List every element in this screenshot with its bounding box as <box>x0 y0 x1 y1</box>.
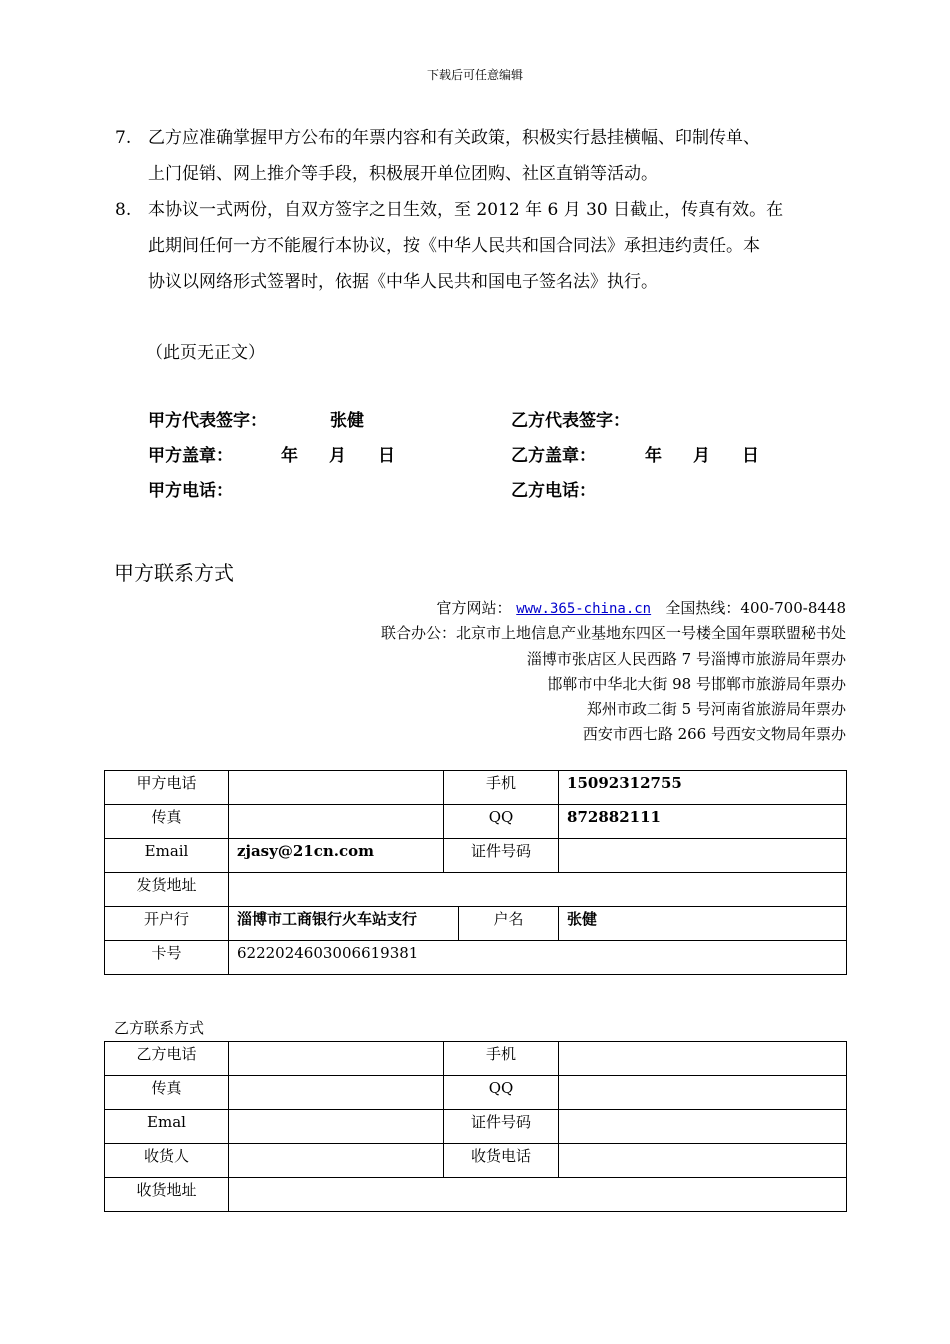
mobile-label: 手机 <box>444 771 559 805</box>
ship-address-value[interactable] <box>229 873 847 907</box>
id-label: 证件号码 <box>444 839 559 873</box>
table-row <box>105 1042 847 1076</box>
phone-label: 乙方电话 <box>105 1042 229 1076</box>
party-b-table <box>104 1041 847 1212</box>
receiver-label: 收货人 <box>105 1144 229 1178</box>
page-header: 下载后可任意编辑 <box>426 68 523 82</box>
qq-value[interactable] <box>559 1076 847 1110</box>
table-row <box>105 907 847 941</box>
office-line: 邯郸市中华北大街 98 号邯郸市旅游局年票办 <box>547 675 846 693</box>
a-rep-name: 张健 <box>330 411 364 431</box>
table-row <box>105 1076 847 1110</box>
contact-website-line <box>436 596 846 621</box>
b-phone-label: 乙方电话： <box>511 481 596 501</box>
mobile-value[interactable] <box>559 1042 847 1076</box>
office-line: 郑州市政二街 5 号河南省旅游局年票办 <box>586 700 846 718</box>
b-seal-month: 月 <box>693 446 710 466</box>
fax-value[interactable] <box>229 1076 444 1110</box>
table-row <box>105 873 847 907</box>
b-rep-label: 乙方代表签字： <box>511 411 630 431</box>
b-seal-label: 乙方盖章： <box>511 446 596 466</box>
a-phone-label: 甲方电话： <box>148 481 233 501</box>
card-label: 卡号 <box>105 941 229 975</box>
party-b-caption: 乙方联系方式 <box>114 1019 205 1037</box>
id-value[interactable] <box>559 839 847 873</box>
mobile-label: 手机 <box>444 1042 559 1076</box>
website-link[interactable]: www.365-china.cn <box>516 601 652 617</box>
fax-value[interactable] <box>229 805 444 839</box>
table-row <box>105 771 847 805</box>
table-row <box>105 1144 847 1178</box>
qq-label: QQ <box>444 1076 559 1110</box>
phone-value[interactable] <box>229 1042 444 1076</box>
qq-label: QQ <box>444 805 559 839</box>
id-label: 证件号码 <box>444 1110 559 1144</box>
qq-value[interactable]: 872882111 <box>559 805 847 839</box>
bank-label: 开户行 <box>105 907 229 941</box>
clause-line: 乙方应准确掌握甲方公布的年票内容和有关政策，积极实行悬挂横幅、印制传单、 <box>148 128 760 148</box>
receiver-value[interactable] <box>229 1144 444 1178</box>
card-value[interactable]: 6222024603006619381 <box>229 941 847 975</box>
clause-line: 本协议一式两份，自双方签字之日生效，至 2012 年 6 月 30 日截止，传真有效。在 <box>148 200 784 220</box>
account-name-label: 户名 <box>459 907 559 941</box>
account-name-value[interactable]: 张健 <box>559 907 847 941</box>
clause-8 <box>115 192 783 228</box>
phone-value[interactable] <box>229 771 444 805</box>
email-label: Email <box>105 839 229 873</box>
party-a-heading: 甲方联系方式 <box>114 561 234 585</box>
receiver-phone-label: 收货电话 <box>444 1144 559 1178</box>
email-value[interactable] <box>229 1110 444 1144</box>
receive-address-label: 收货地址 <box>105 1178 229 1212</box>
a-seal-year: 年 <box>281 446 298 466</box>
clause-line: 上门促销、网上推介等手段，积极展开单位团购、社区直销等活动。 <box>148 164 658 184</box>
mobile-value[interactable]: 15092312755 <box>559 771 847 805</box>
clause-number: 7. <box>115 128 132 148</box>
fax-label: 传真 <box>105 805 229 839</box>
clause-line: 此期间任何一方不能履行本协议，按《中华人民共和国合同法》承担违约责任。本 <box>148 236 760 256</box>
bank-value[interactable]: 淄博市工商银行火车站支行 <box>229 907 459 941</box>
office-line: 联合办公：北京市上地信息产业基地东四区一号楼全国年票联盟秘书处 <box>380 624 846 642</box>
ship-address-label: 发货地址 <box>105 873 229 907</box>
email-label: Emal <box>105 1110 229 1144</box>
office-line: 淄博市张店区人民西路 7 号淄博市旅游局年票办 <box>526 650 846 668</box>
a-rep-label: 甲方代表签字： <box>148 411 267 431</box>
id-value[interactable] <box>559 1110 847 1144</box>
hotline: 全国热线：400-700-8448 <box>665 599 846 617</box>
a-seal-day: 日 <box>378 446 395 466</box>
no-text-note: （此页无正文） <box>146 343 265 363</box>
receive-address-value[interactable] <box>229 1178 847 1212</box>
clause-number: 8. <box>115 200 132 220</box>
phone-label: 甲方电话 <box>105 771 229 805</box>
office-line: 西安市西七路 266 号西安文物局年票办 <box>582 725 846 743</box>
b-seal-day: 日 <box>742 446 759 466</box>
fax-label: 传真 <box>105 1076 229 1110</box>
table-row <box>105 805 847 839</box>
website-label: 官方网站： <box>436 599 512 617</box>
table-row <box>105 1178 847 1212</box>
table-row <box>105 839 847 873</box>
table-row <box>105 941 847 975</box>
party-a-table <box>104 770 847 975</box>
clause-7 <box>115 120 760 156</box>
b-seal-year: 年 <box>645 446 662 466</box>
clause-line: 协议以网络形式签署时，依据《中华人民共和国电子签名法》执行。 <box>148 272 658 292</box>
a-seal-month: 月 <box>329 446 346 466</box>
email-value[interactable]: zjasy@21cn.com <box>229 839 444 873</box>
a-seal-label: 甲方盖章： <box>148 446 233 466</box>
table-row <box>105 1110 847 1144</box>
receiver-phone-value[interactable] <box>559 1144 847 1178</box>
